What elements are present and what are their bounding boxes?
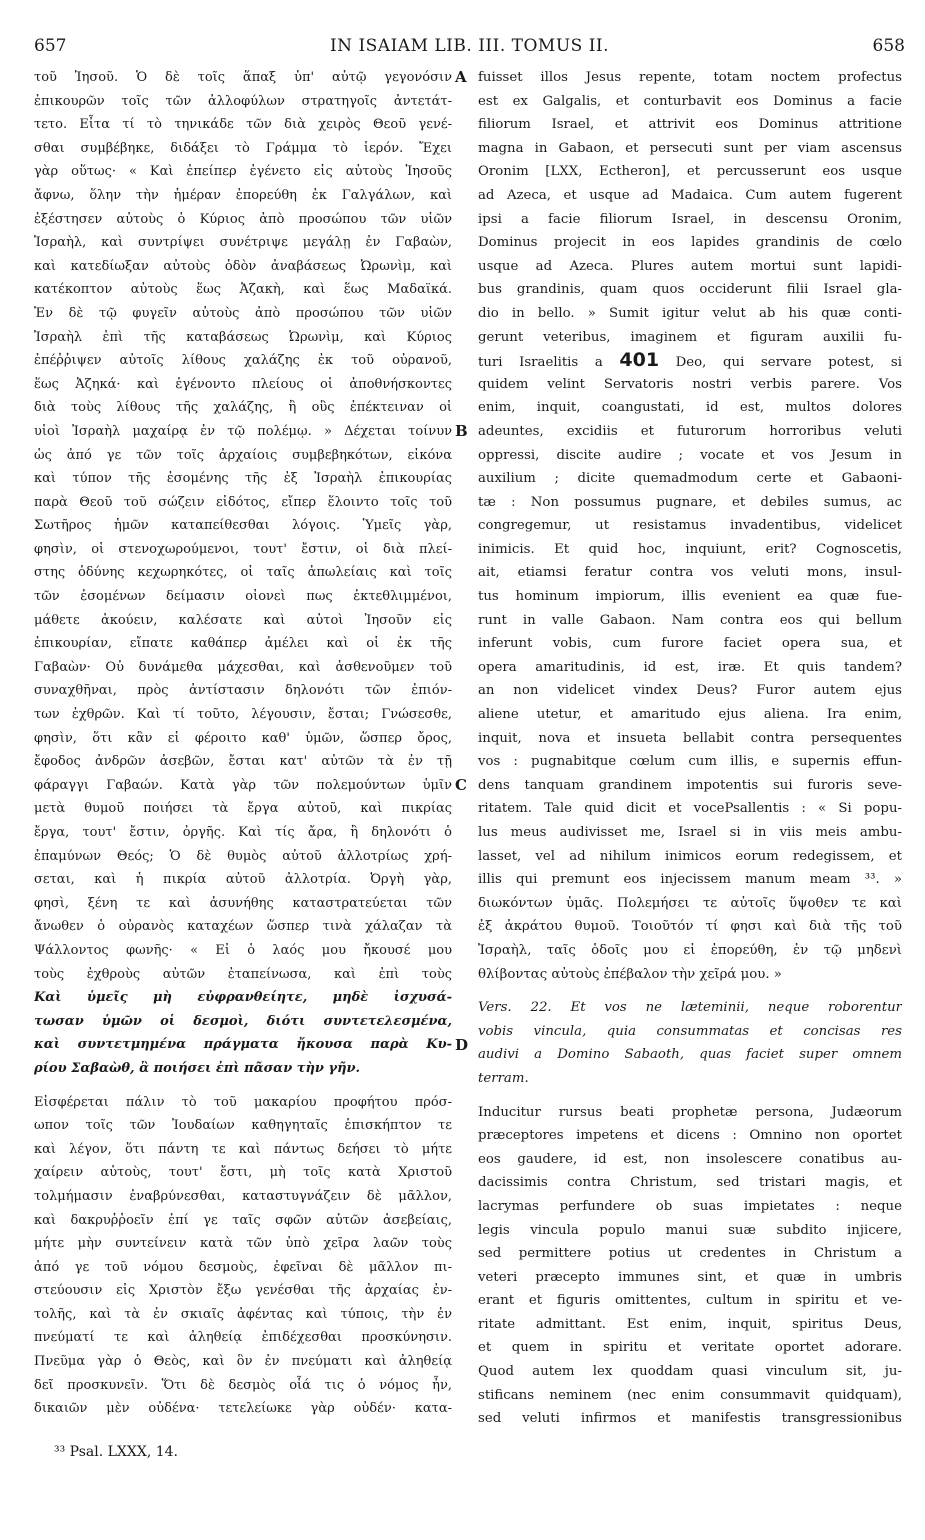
text-line-with-column-number	[478, 349, 902, 373]
text-line: Εἰσφέρεται πάλιν τὸ τοῦ μακαρίου προφήτου πρόσ-	[34, 1094, 452, 1110]
column-number: 401	[619, 349, 660, 372]
text-line: Ἰσραὴλ ἐπὶ τῆς καταβάσεως Ὠρωνὶμ, καὶ Κύριος	[34, 329, 452, 345]
margin-marker-d: D	[455, 1036, 469, 1054]
text-line: τοὺς ἐχθροὺς αὐτῶν ἐταπείνωσα, καὶ ἐπὶ τοὺς	[34, 966, 452, 982]
text-fragment: Deo, qui servare potest, si	[675, 355, 902, 371]
text-line: præceptores impetens et dicens : Omnino non oportet	[478, 1128, 902, 1144]
text-line: Γαβαὼν· Οὐ δυνάμεθα μάχεσθαι, καὶ ἀσθενοῦμεν τοῦ	[34, 659, 452, 675]
text-line: opera amaritudinis, id est, iræ. Et quis tandem?	[478, 659, 902, 675]
text-line: sed permittere potius ut credentes in Christum a	[478, 1246, 902, 1262]
text-line: ἄνωθεν ὁ οὐρανὸς καταχέων ὥσπερ τινὰ χάλαζαν τὰ	[34, 919, 452, 935]
text-line: gerunt veteribus, imaginem et figuram auxilii fu-	[478, 329, 902, 345]
text-line: σθαι συμβέβηκε, διδάξει τὸ Γράμμα τὸ ἱερόν. Ἔχει	[34, 140, 452, 156]
text-line: et quem in spiritu et veritate oportet adorare.	[478, 1340, 902, 1356]
text-line: ἐπαμύνων Θεός; Ὁ δὲ θυμὸς αὐτοῦ ἀλλοτρίως χρή-	[34, 848, 452, 864]
text-line: διὰ τοὺς λίθους τῆς χαλάζης, ἢ οὓς ἐπέκτειναν οἱ	[34, 400, 452, 416]
text-line: γὰρ οὕτως· « Καὶ ἐπείπερ ἐγένετο εἰς αὐτοὺς Ἰησοῦς	[34, 164, 452, 180]
text-line: καὶ λέγον, ὅτι πάντη τε καὶ πάντως δεήσει τὸ μήτε	[34, 1141, 452, 1157]
text-line: ἐπικουρίαν, εἴπατε καθάπερ ἀμέλει καὶ οἱ ἐκ τῆς	[34, 636, 452, 652]
greek-column	[34, 66, 452, 1421]
text-line: υἱοὶ Ἰσραὴλ μαχαίρᾳ ἐν τῷ πολέμῳ. » Δέχεται τοίνυν	[34, 423, 452, 439]
text-line: eos gaudere, id est, non insolescere conatibus au-	[478, 1151, 902, 1167]
text-line: Καὶ ὑμεῖς μὴ εὐφρανθείητε, μηδὲ ἰσχυσά-	[34, 990, 452, 1006]
margin-marker-b: B	[455, 422, 468, 440]
text-line: κατέκοπτον αὐτοὺς ἕως Ἀζακὴ, καὶ ἕως Μαδαϊκά.	[34, 282, 452, 298]
text-line: ipsi a facie filiorum Israel, in descensu Oronim,	[478, 211, 902, 227]
text-line: magna in Gabaon, et persecuti sunt per viam ascensus	[478, 140, 902, 156]
spacer	[478, 1091, 902, 1101]
text-line: φησὶν, ὅτι κἂν εἰ φέροιτο καθ' ὑμῶν, ὥσπερ ὄρος,	[34, 730, 452, 746]
spacer	[34, 1081, 452, 1091]
text-line: ἐξ ἀκράτου θυμοῦ. Τοιοῦτόν τί φησι καὶ διὰ τῆς τοῦ	[478, 919, 902, 935]
text-line: ἐπικουρῶν τοῖς τῶν ἀλλοφύλων στρατηγοῖς ἀντετάτ-	[34, 93, 452, 109]
text-line: Σωτῆρος ἡμῶν καταπείθεσθαι λόγοις. Ὑμεῖς γὰρ,	[34, 518, 452, 534]
text-line: πνεύματί τε καὶ ἀληθείᾳ ἐπιδέχεσθαι προσκύνησιν.	[34, 1330, 452, 1346]
text-line: παρὰ Θεοῦ τοῦ σώζειν εἰδότος, εἴπερ ἕλοιντο τοῖς τοῦ	[34, 494, 452, 510]
text-line: runt in valle Gabaon. Nam contra eos qui bellum	[478, 612, 902, 628]
text-line: tus hominum impiorum, illis evenient ea quæ fue-	[478, 589, 902, 605]
text-line: φησὶ, ξένη τε καὶ ἀσυνήθης καταστρατεύεται τῶν	[34, 895, 452, 911]
text-line: veteri præcepto immunes sint, et quæ in umbris	[478, 1269, 902, 1285]
text-line: φάραγγι Γαβαών. Κατὰ γὰρ τῶν πολεμούντων ὑμῖν	[34, 777, 452, 793]
page-number-left: 657	[34, 36, 67, 56]
text-line: καὶ κατεδίωξαν αὐτοὺς ὁδὸν ἀναβάσεως Ὠρωνὶμ, καὶ	[34, 258, 452, 274]
text-line: vobis vincula, quia consummatas et concisas res	[478, 1023, 902, 1039]
text-line: tæ : Non possumus pugnare, et debiles sumus, ac	[478, 494, 902, 510]
text-line: ἄφνω, ὅλην τὴν ἡμέραν ἐπορεύθη ἐκ Γαλγάλων, καὶ	[34, 187, 452, 203]
text-line: καὶ τύπον τῆς ἐσομένης τῆς ἐξ Ἰσραὴλ ἐπικουρίας	[34, 471, 452, 487]
text-line: ὡς ἀπό γε τῶν τοῖς ἀρχαίοις συμβεβηκότων, εἰκόνα	[34, 447, 452, 463]
text-line: ἐπέῤῥιψεν αὐτοῖς λίθους χαλάζης ἐκ τοῦ οὐρανοῦ,	[34, 353, 452, 369]
text-line: ad Azeca, et usque ad Madaica. Cum autem fugerent	[478, 187, 902, 203]
text-fragment: turi Israelitis a	[478, 355, 603, 371]
text-line: an non videlicet vindex Deus? Furor autem ejus	[478, 683, 902, 699]
text-line: legis vincula populo manui suæ subdito injicere,	[478, 1222, 902, 1238]
text-line: oppressi, discite audire ; vocate et vos Jesum in	[478, 447, 902, 463]
latin-column	[478, 66, 902, 1431]
text-line: auxilium ; dicite quemadmodum certe et Gabaoni-	[478, 471, 902, 487]
text-line: ait, etiamsi feratur contra vos veluti mons, insul-	[478, 565, 902, 581]
text-line: illis qui premunt eos injecissem manum meam ³³. »	[478, 872, 902, 888]
text-line: τωσαν ὑμῶν οἱ δεσμοὶ, διότι συντετελεσμένα,	[34, 1013, 452, 1029]
text-line: Inducitur rursus beati prophetæ persona, Judæorum	[478, 1104, 902, 1120]
text-line: τῶν ἐσομένων δείμασιν οἱονεὶ πως ἐκτεθλιμμένοι,	[34, 589, 452, 605]
text-line: ἐξέστησεν αὐτοὺς ὁ Κύριος ἀπὸ προσώπου τῶν υἱῶν	[34, 211, 452, 227]
text-line: συναχθῆναι, πρὸς ἀντίστασιν δηλονότι τῶν ἐπιόν-	[34, 683, 452, 699]
text-line: Oronim [LXX, Ectheron], et percusserunt eos usque	[478, 164, 902, 180]
text-line: Ψάλλοντος φωνῆς· « Εἰ ὁ λαός μου ἤκουσέ μου	[34, 942, 452, 958]
text-line: καὶ συντετμημένα πράγματα ἤκουσα παρὰ Κυ-	[34, 1037, 452, 1053]
text-line: τολῆς, καὶ τὰ ἐν σκιαῖς ἀφέντας καὶ τύποις, τὴν ἐν	[34, 1306, 452, 1322]
running-title: IN ISAIAM LIB. III. TOMUS II.	[329, 36, 610, 56]
text-line: bus grandinis, quam quos occiderunt filii Israel gla-	[478, 282, 902, 298]
spacer	[478, 986, 902, 996]
text-line: σεται, καὶ ἡ πικρία αὐτοῦ ἀλλοτρία. Ὀργὴ γὰρ,	[34, 872, 452, 888]
text-line: Quod autem lex quoddam quasi vinculum sit, ju-	[478, 1364, 902, 1380]
text-line: filiorum Israel, et attrivit eos Dominus attritione	[478, 117, 902, 133]
text-line: adeuntes, excidiis et futurorum horroribus veluti	[478, 423, 902, 439]
text-line: aliene utetur, et amaritudo ejus aliena. Ira enim,	[478, 707, 902, 723]
text-line: στης ὀδύνης κεχωρηκότες, οἱ ταῖς ἀπωλείαις καὶ τοῖς	[34, 565, 452, 581]
text-line: stificans neminem (nec enim consummavit quidquam),	[478, 1387, 902, 1403]
text-line: Ἐν δὲ τῷ φυγεῖν αὐτοὺς ἀπὸ προσώπου τῶν υἱῶν	[34, 305, 452, 321]
text-line: διωκόντων ὑμᾶς. Πολεμήσει τε αὐτοῖς ὕψοθεν τε καὶ	[478, 895, 902, 911]
text-line: dio in bello. » Sumit igitur velut ab his quæ conti-	[478, 305, 902, 321]
text-line: usque ad Azeca. Plures autem mortui sunt lapidi-	[478, 258, 902, 274]
text-line: μάθετε ἀκούειν, καλέσατε καὶ αὐτοὶ Ἰησοῦν εἰς	[34, 612, 452, 628]
text-line: inimicis. Et quid hoc, inquiunt, erit? Cognoscetis,	[478, 541, 902, 557]
footnote: ³³ Psal. LXXX, 14.	[54, 1444, 178, 1460]
text-line: στεύουσιν εἰς Χριστὸν ἔξω γενέσθαι τῆς ἀρχαίας ἐν-	[34, 1283, 452, 1299]
text-line: τετο. Εἶτα τί τὸ τηνικάδε τῶν διὰ χειρὸς Θεοῦ γενέ-	[34, 117, 452, 133]
text-line: lasset, vel ad nihilum inimicos eorum redegissem, et	[478, 848, 902, 864]
text-line: δικαιῶν μὲν οὐδένα· τετελείωκε γὰρ οὐδέν· κατα-	[34, 1401, 452, 1417]
text-line: ἕως Ἀζηκά· καὶ ἐγένοντο πλείους οἱ ἀποθνήσκοντες	[34, 376, 452, 392]
text-line: ωπον τοῖς τῶν Ἰουδαίων καθηγηταῖς ἐπισκήπτον τε	[34, 1118, 452, 1134]
text-line: sed veluti infirmos et manifestis transgressionibus	[478, 1411, 902, 1427]
text-line: fuisset illos Jesus repente, totam noctem profectus	[478, 70, 902, 85]
text-line: ἔργα, τουτ' ἔστιν, ὀργῆς. Καὶ τίς ἄρα, ἢ δηλονότι ὁ	[34, 825, 452, 840]
text-line: lacrymas perfundere ob suas impietates : neque	[478, 1198, 902, 1214]
margin-marker-a: A	[455, 68, 467, 86]
text-line: καὶ δακρυῤῥοεῖν ἐπί γε ταῖς σφῶν αὐτῶν ἀσεβείαις,	[34, 1212, 452, 1228]
text-line: Ἰσραὴλ, ταῖς ὁδοῖς μου εἰ ἐπορεύθη, ἐν τῷ μηδενὶ	[478, 942, 902, 958]
text-line: congregemur, ut resistamus invadentibus, videlicet	[478, 518, 902, 534]
text-line: vos : pugnabitque cœlum cum illis, e supernis effun-	[478, 754, 902, 770]
text-line: dacissimis contra Christum, sed tristari magis, et	[478, 1175, 902, 1191]
text-line: ἔφοδος ἀνδρῶν ἀσεβῶν, ἔσται κατ' αὐτῶν τὰ ἐν τῇ	[34, 754, 452, 770]
text-line: ἀπό γε τοῦ νόμου δεσμοὺς, ἐφεῖναι δὲ μᾶλλον πι-	[34, 1259, 452, 1275]
text-line: inquit, nova et insueta bellabit contra persequentes	[478, 730, 902, 746]
text-line: τοῦ Ἰησοῦ. Ὁ δὲ τοῖς ἅπαξ ὑπ' αὐτῷ γεγονόσιν	[34, 70, 452, 85]
text-line: dens tanquam grandinem impotentis sui furoris seve-	[478, 777, 902, 793]
running-header	[34, 36, 905, 62]
text-line: μήτε μὴν συντείνειν κατὰ τῶν ὑπὸ χεῖρα λαῶν τοὺς	[34, 1236, 452, 1252]
text-line: φησὶν, οἱ στενοχωρούμενοι, τουτ' ἔστιν, οἱ διὰ πλεί-	[34, 541, 452, 557]
text-line: Πνεῦμα γὰρ ὁ Θεὸς, καὶ ὃν ἐν πνεύματι καὶ ἀληθείᾳ	[34, 1354, 452, 1370]
text-line: terram.	[478, 1070, 529, 1086]
text-line: audivi a Domino Sabaoth, quas faciet super omnem	[478, 1047, 902, 1063]
text-line: quidem velint Servatoris nostri verbis parere. Vos	[478, 376, 902, 392]
text-line: μετὰ θυμοῦ ποιήσει τὰ ἔργα αὐτοῦ, καὶ πικρίας	[34, 801, 452, 817]
text-line: Ἰσραὴλ, καὶ συντρίψει συνέτριψε μεγάλῃ ἐν Γαβαὼν,	[34, 235, 452, 251]
text-line: erant et figuris omittentes, cultum in spiritu et ve-	[478, 1293, 902, 1309]
margin-marker-c: C	[455, 776, 467, 794]
text-line: lus meus audivisset me, Israel si in viis meis ambu-	[478, 825, 902, 840]
text-line: ritatem. Tale quid dicit et vocePsallentis : « Si popu-	[478, 801, 902, 817]
page-number-right: 658	[872, 36, 905, 56]
text-line: enim, inquit, coangustati, id est, multos dolores	[478, 400, 902, 416]
text-line: τολμήμασιν ἐναβρύνεσθαι, καταστυγνάζειν δὲ μᾶλλον,	[34, 1188, 452, 1204]
text-line: est ex Galgalis, et conturbavit eos Dominus a facie	[478, 93, 902, 109]
text-line: χαίρειν αὐτοὺς, τουτ' ἔστι, μὴ τοῖς κατὰ Χριστοῦ	[34, 1165, 452, 1181]
text-line: δεῖ προσκυνεῖν. Ὅτι δὲ δεσμὸς οἷά τις ὁ νόμος ἦν,	[34, 1377, 452, 1393]
text-line: Vers. 22. Et vos ne læteminii, neque roborentur	[478, 1000, 902, 1016]
greek-continuation	[478, 892, 902, 986]
text-line: inferunt vobis, cum furore faciet opera sua, et	[478, 636, 902, 652]
text-line: Dominus projecit in eos lapides grandinis de cœlo	[478, 235, 902, 251]
text-line: ρίου Σαβαὼθ, ἃ ποιήσει ἐπὶ πᾶσαν τὴν γῆν.	[34, 1060, 361, 1076]
text-line: ritate admittant. Est enim, inquit, spiritus Deus,	[478, 1316, 902, 1332]
text-line: των ἐχθρῶν. Καὶ τί τοῦτο, λέγουσιν, ἔσται; Γνώσεσθε,	[34, 707, 452, 723]
text-line: θλίβοντας αὐτοὺς ἐπέβαλον τὴν χεῖρά μου. »	[478, 966, 782, 982]
